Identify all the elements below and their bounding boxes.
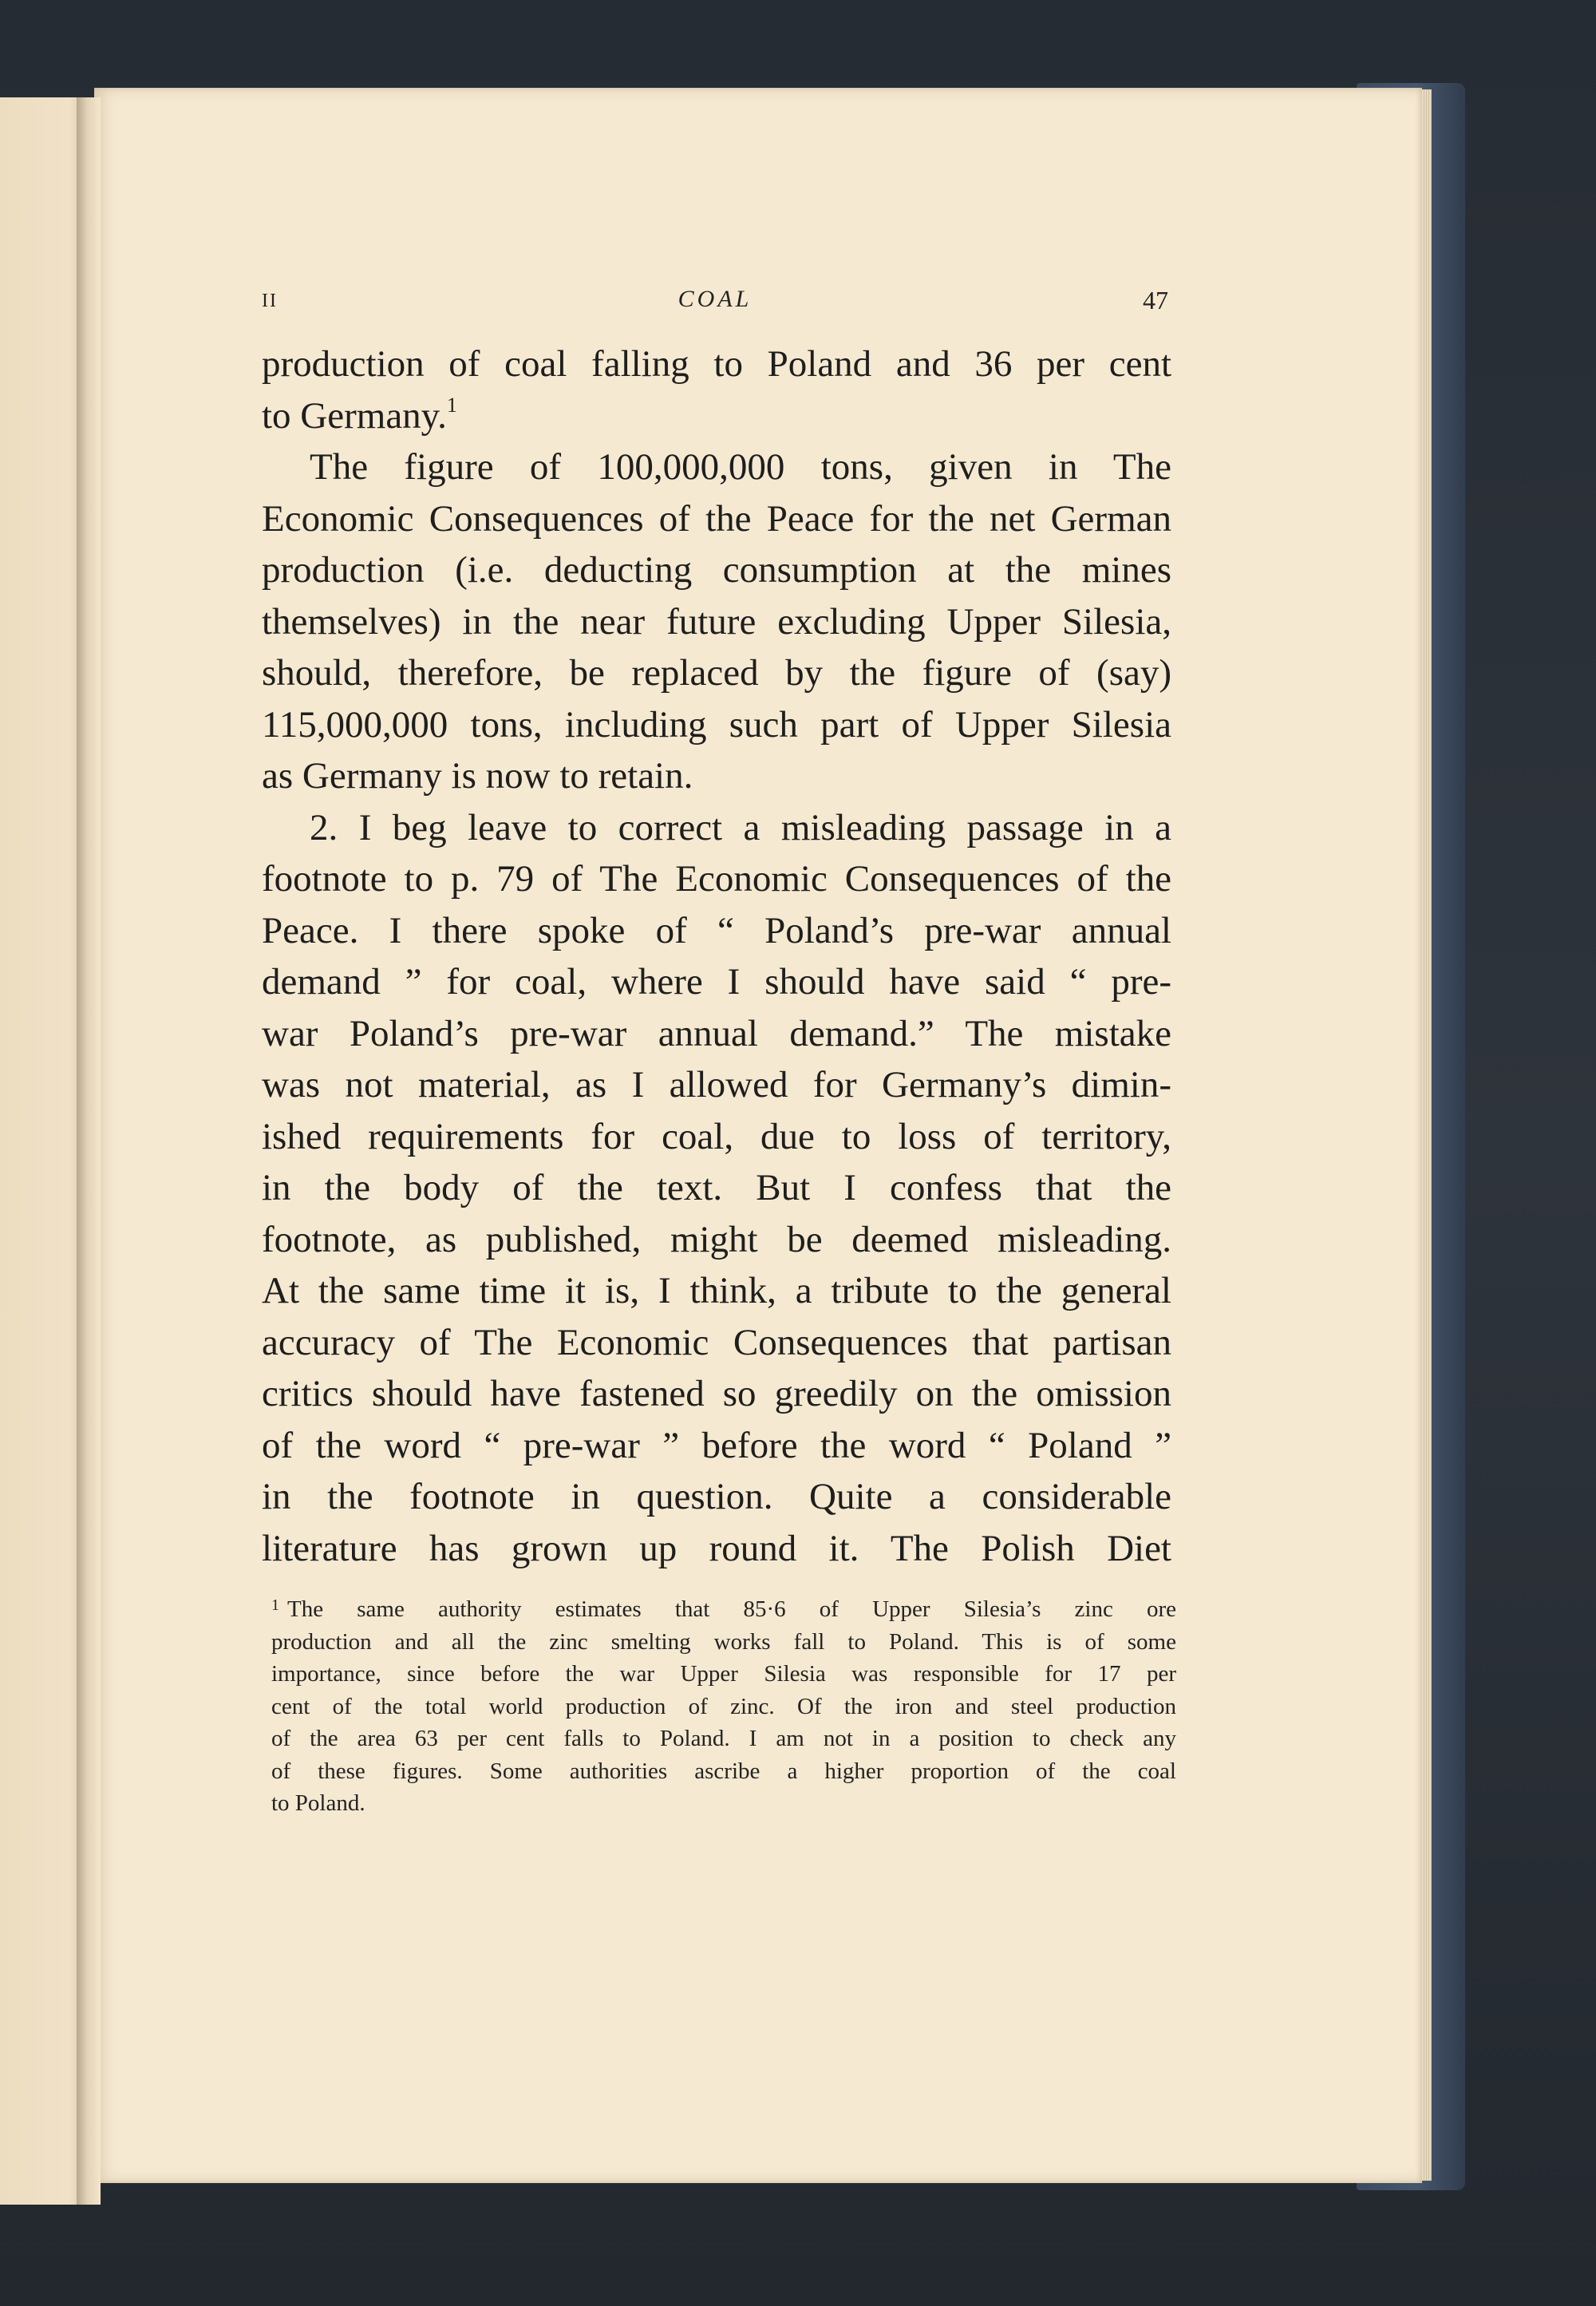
footnote-marker: 1 [271, 1596, 279, 1614]
footnote-line: to Poland. [271, 1790, 365, 1816]
footnote [271, 1593, 1176, 1820]
text-line: as Germany is now to retain. [262, 755, 693, 797]
footnote-line: importance, since before the war Upper Silesia was responsible for 17 per [271, 1661, 1176, 1687]
text-line: Peace. I there spoke of “ Poland’s pre-war annual [262, 909, 1171, 951]
footnote-line: $^1$ The same authority estimates that 85·6 of Upper Silesia’s zinc ore [271, 1596, 1176, 1622]
text-line: war Poland’s pre-war annual demand.” The mistake [262, 1012, 1171, 1054]
text-line: themselves) in the near future excluding Upper Silesia, [262, 600, 1171, 643]
section-number: II [262, 291, 278, 311]
text-line: critics should have fastened so greedily on the omission [262, 1373, 1171, 1414]
text-line: Economic Consequences of the Peace for the net German [262, 497, 1171, 540]
running-header [262, 286, 1168, 326]
text-line: 115,000,000 tons, including such part of Upper Silesia [262, 703, 1171, 746]
page-number: 47 [1143, 286, 1168, 314]
text-line: to Germany.$^1$ [262, 393, 457, 437]
text-line: was not material, as I allowed for Germany’s dimin- [262, 1064, 1171, 1106]
text-line: footnote to p. 79 of The Economic Consequences of the [262, 858, 1171, 900]
text-line: ished requirements for coal, due to loss of territory, [262, 1115, 1171, 1157]
text-line: At the same time it is, I think, a tribute to the general [262, 1270, 1171, 1311]
footnote-line: of the area 63 per cent falls to Poland. I am not in a position to check any [271, 1726, 1176, 1751]
footnote-line: cent of the total world production of zinc. Of the iron and steel production [271, 1693, 1176, 1719]
text-line: of the word “ pre-war ” before the word “ Poland ” [262, 1424, 1171, 1466]
text-line: The figure of 100,000,000 tons, given in The [310, 446, 1171, 488]
text-line: in the footnote in question. Quite a considerable [262, 1476, 1171, 1517]
text-line: demand ” for coal, where I should have said “ pre- [262, 961, 1171, 1003]
text-line: should, therefore, be replaced by the figure of (say) [262, 652, 1171, 694]
page-block-edge [1422, 89, 1432, 2181]
text-line: footnote, as published, might be deemed misleading. [262, 1218, 1171, 1260]
page-gutter [77, 97, 101, 2205]
footnote-reference: 1 [446, 393, 457, 417]
facing-page-edge [0, 97, 86, 2205]
text-line: production (i.e. deducting consumption at the mines [262, 549, 1171, 591]
body-text [262, 338, 1171, 1574]
text-line: accuracy of The Economic Consequences that partisan [262, 1321, 1171, 1363]
footnote-line: of these figures. Some authorities ascribe a higher proportion of the coal [271, 1758, 1176, 1784]
text-line: literature has grown up round it. The Polish Diet [262, 1527, 1171, 1569]
text-line: production of coal falling to Poland and 36 per cent [262, 343, 1171, 385]
running-title: COAL [678, 286, 753, 312]
footnote-line: production and all the zinc smelting works fall to Poland. This is of some [271, 1628, 1176, 1655]
text-line: 2. I beg leave to correct a misleading passage in a [310, 806, 1171, 848]
text-line: in the body of the text. But I confess that the [262, 1167, 1171, 1208]
